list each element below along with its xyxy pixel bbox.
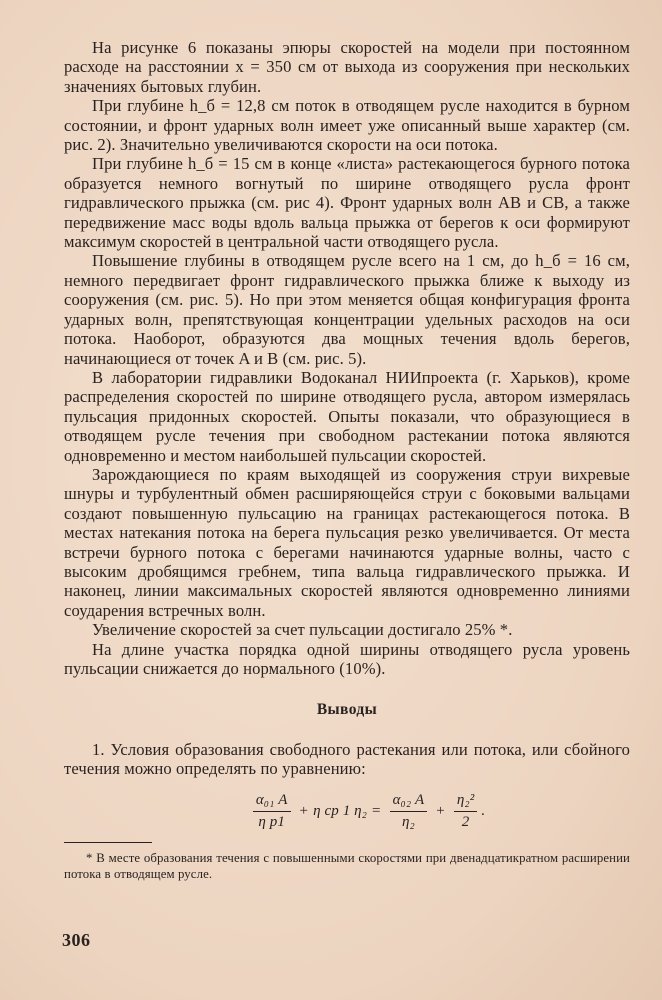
plus-sign-1: +: [299, 802, 309, 819]
paragraph-7: Увеличение скоростей за счет пульсации достигало 25% *.: [92, 620, 513, 640]
fraction-3-denominator: 2: [461, 814, 470, 831]
middle-term: η ср 1 η₂: [313, 802, 367, 819]
paragraph-8: На длине участка порядка одной ширины отводящего русла уровень пульсации снижается до нормального (10%).: [64, 639, 630, 678]
plus-sign-2: +: [436, 802, 445, 819]
fraction-2-numerator: α₀₂ A: [390, 791, 428, 812]
paragraph-6: Зарождающиеся по краям выходящей из сооружения струи вихревые шнуры и турбулентный обмен расширяющейся струи с боковыми вальцами создают повышенную пульсацию на границах растекающегося потока. В местах натекания потока на берега пульсация резко увеличивается. От места встречи бурного потока с берегами начинаются ударные волны, часто с высоким дробящимся гребнем, типа вальца гидравлического прыжка. И наконец, линии максимальных скоростей являются одновременно линиями соударения встречных волн.: [64, 464, 630, 620]
page-number: 306: [62, 930, 91, 950]
footnote-divider: [64, 842, 152, 843]
fraction-2: [390, 791, 428, 833]
section-heading: Выводы: [316, 701, 378, 719]
main-text: [64, 38, 630, 883]
conclusion-1: 1. Условия образования свободного растекания или потока, или сбойного течения можно определять по уравнению:: [64, 739, 630, 779]
paragraph-3: При глубине h_б = 15 см в конце «листа» растекающегося бурного потока образуется немного вогнутый по ширине отводящего русла фронт гидравлического прыжка (см. рис 4). Фронт ударных волн AB и CB, а также передвижение масс воды вдоль вальца прыжка от берегов к оси формируют максимум скоростей в центральной части отводящего русла.: [64, 154, 630, 252]
equation: [64, 791, 630, 833]
fraction-1-numerator: α₀₁ A: [253, 791, 291, 812]
paragraph-1: На рисунке 6 показаны эпюры скоростей на модели при постоянном расходе на расстоянии x = 350 см от выхода из сооружения при нескольких значениях бытовых глубин.: [64, 38, 630, 96]
paragraph-5: В лаборатории гидравлики Водоканал НИИпроекта (г. Харьков), кроме распределения скоростей по ширине отводящего русла, автором измерялась пульсация придонных скоростей. Опыты показали, что образующиеся в отводящем русле течения при свободном растекании потока являются одновременно и местом наибольшей пульсации скоростей.: [64, 367, 630, 465]
fraction-2-denominator: η₂: [401, 814, 415, 831]
paragraph-4: Повышение глубины в отводящем русле всего на 1 см, до h_б = 16 см, немного передвигает фронт гидравлического прыжка ближе к выходу из сооружения (см. рис. 5). Но при этом меняется общая конфигурация фронта ударных волн, препятствующая концентрации удельных расходов на оси потока. Наоборот, образуются два мощных течения вдоль берегов, начинающиеся от точек A и B (см. рис. 5).: [64, 251, 630, 368]
fraction-1-denominator: η р1: [258, 814, 285, 831]
footnote: * В месте образования течения с повышенными скоростями при двенадцатикратном расширении потока в отводящем русле.: [64, 851, 630, 882]
formula-end: .: [481, 802, 486, 819]
fraction-3-numerator: η₂²: [454, 791, 477, 812]
fraction-1: [253, 791, 291, 833]
fraction-3: [454, 791, 477, 833]
equals-sign: =: [372, 802, 381, 819]
paragraph-2: При глубине h_б = 12,8 см поток в отводящем русле находится в бурном состоянии, и фронт ударных волн имеет уже описанный выше характер (см. рис. 2). Значительно увеличиваются скорости на оси потока.: [64, 96, 630, 155]
